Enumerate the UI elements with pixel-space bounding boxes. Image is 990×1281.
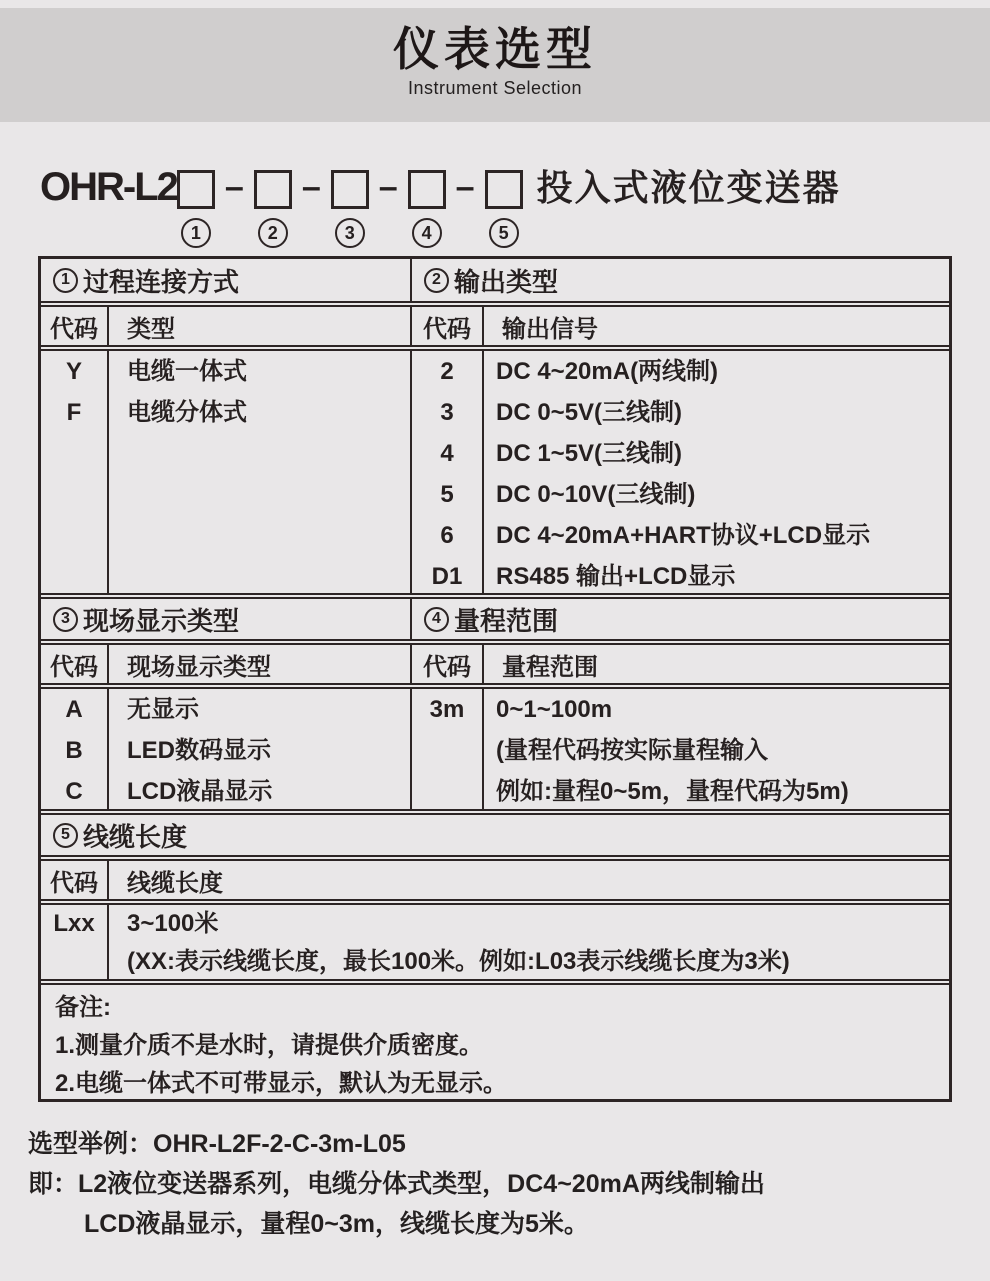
section1-title — [41, 259, 412, 303]
value-cell: DC 1~5V(三线制) — [496, 440, 683, 467]
section1-value-header: 类型 — [109, 305, 412, 347]
remarks-title: 备注: — [55, 994, 111, 1021]
section2-title-text: 输出类型 — [454, 266, 559, 297]
section3-value-header: 现场显示类型 — [109, 643, 412, 685]
section1-code-header: 代码 — [41, 305, 109, 347]
value-cell: 0~1~100m — [496, 696, 613, 723]
dash-separator: – — [224, 168, 244, 206]
value-note: 例如:量程0~5m，量程代码为5m) — [496, 778, 849, 805]
section4-value-header: 量程范围 — [484, 643, 949, 685]
value-cell: LCD液晶显示 — [127, 778, 273, 805]
code-cell: 3 — [440, 399, 454, 426]
code-cell: 5 — [440, 481, 454, 508]
remarks-item: 2.电缆一体式不可带显示，默认为无显示。 — [55, 1070, 508, 1097]
section5-title-text: 线缆长度 — [83, 821, 188, 852]
value-cell: RS485 输出+LCD显示 — [496, 563, 736, 590]
value-cell: DC 0~5V(三线制) — [496, 399, 683, 426]
page-header — [0, 8, 990, 122]
model-suffix-unit — [523, 168, 841, 208]
example-line-3: LCD液晶显示，量程0~3m，线缆长度为5米。 — [84, 1210, 589, 1238]
code-cell: Y — [65, 358, 82, 385]
model-suffix: 投入式液位变送器 — [536, 167, 841, 208]
code-cell: A — [65, 696, 83, 723]
value-cell: 无显示 — [127, 696, 199, 723]
section3-title — [41, 597, 412, 641]
model-position-5 — [485, 168, 523, 248]
selection-example-block — [28, 1124, 990, 1244]
example-model-code: OHR-L2F-2-C-3m-L05 — [153, 1130, 406, 1158]
value-cell: DC 4~20mA+HART协议+LCD显示 — [496, 522, 871, 549]
section1-title-text: 过程连接方式 — [83, 266, 240, 297]
model-prefix: OHR-L2 — [40, 165, 177, 209]
section2-value-header: 输出信号 — [484, 305, 949, 347]
model-box-2 — [254, 170, 292, 209]
section5-code-column — [41, 903, 109, 981]
section1-number-icon: 1 — [53, 268, 78, 293]
section2-title — [412, 259, 949, 303]
section3-value-column — [109, 687, 412, 811]
section4-number-icon: 4 — [424, 607, 449, 632]
section4-title — [412, 597, 949, 641]
section4-code-column — [412, 687, 484, 811]
section5-code-header: 代码 — [41, 859, 109, 901]
code-cell: 3m — [429, 696, 465, 723]
dash-unit — [446, 168, 485, 206]
code-cell: 2 — [440, 358, 454, 385]
model-position-3 — [331, 168, 369, 248]
section3-code-column — [41, 687, 109, 811]
section2-code-header: 代码 — [412, 305, 484, 347]
code-cell: D1 — [431, 563, 463, 590]
value-cell: 电缆分体式 — [127, 399, 247, 426]
value-cell: 3~100米 — [127, 910, 219, 937]
circled-number-2: 2 — [258, 218, 288, 248]
section3-title-text: 现场显示类型 — [83, 605, 240, 636]
model-box-5 — [485, 170, 523, 209]
circled-number-4: 4 — [412, 218, 442, 248]
circled-number-1: 1 — [181, 218, 211, 248]
section4-title-text: 量程范围 — [454, 605, 559, 636]
code-cell: C — [65, 778, 83, 805]
page-title: 仪表选型 — [393, 23, 597, 75]
code-cell: F — [66, 399, 82, 426]
example-line-2: 即：L2液位变送器系列，电缆分体式类型，DC4~20mA两线制输出 — [28, 1170, 765, 1198]
section5-number-icon: 5 — [53, 823, 78, 848]
model-prefix-unit — [40, 165, 177, 209]
section4-code-header: 代码 — [412, 643, 484, 685]
page-subtitle: Instrument Selection — [407, 78, 583, 98]
dash-separator: – — [378, 168, 398, 206]
circled-number-3: 3 — [335, 218, 365, 248]
dash-unit — [215, 168, 254, 206]
model-code-diagram — [40, 165, 990, 248]
section5-value-column — [109, 903, 949, 981]
code-cell: B — [65, 737, 83, 764]
circled-number-5: 5 — [489, 218, 519, 248]
model-position-1 — [177, 168, 215, 248]
section3-code-header: 代码 — [41, 643, 109, 685]
example-line-1 — [28, 1124, 990, 1164]
model-position-2 — [254, 168, 292, 248]
code-cell: 4 — [440, 440, 454, 467]
selection-table — [38, 256, 952, 1102]
remarks-block — [41, 983, 949, 1099]
section2-code-column — [412, 349, 484, 595]
dash-unit — [369, 168, 408, 206]
remarks-item: 1.测量介质不是水时，请提供介质密度。 — [55, 1032, 484, 1059]
section2-number-icon: 2 — [424, 268, 449, 293]
dash-separator: – — [301, 168, 321, 206]
model-box-4 — [408, 170, 446, 209]
section5-title — [41, 813, 949, 857]
code-cell: Lxx — [53, 910, 95, 937]
section5-value-header: 线缆长度 — [109, 859, 949, 901]
section1-code-column — [41, 349, 109, 595]
dash-separator: – — [455, 168, 475, 206]
value-cell: LED数码显示 — [127, 737, 271, 764]
dash-unit — [292, 168, 331, 206]
model-position-4 — [408, 168, 446, 248]
section4-value-column — [484, 687, 949, 811]
code-cell: 6 — [440, 522, 454, 549]
model-box-1 — [177, 170, 215, 209]
section2-value-column — [484, 349, 949, 595]
value-cell: DC 0~10V(三线制) — [496, 481, 696, 508]
section1-value-column — [109, 349, 412, 595]
value-cell: 电缆一体式 — [127, 358, 247, 385]
value-note: (XX:表示线缆长度，最长100米。例如:L03表示线缆长度为3米) — [127, 948, 790, 975]
value-cell: DC 4~20mA(两线制) — [496, 358, 719, 385]
model-box-3 — [331, 170, 369, 209]
value-note: (量程代码按实际量程输入 — [496, 737, 768, 764]
example-label: 选型举例： — [28, 1130, 154, 1158]
section3-number-icon: 3 — [53, 607, 78, 632]
